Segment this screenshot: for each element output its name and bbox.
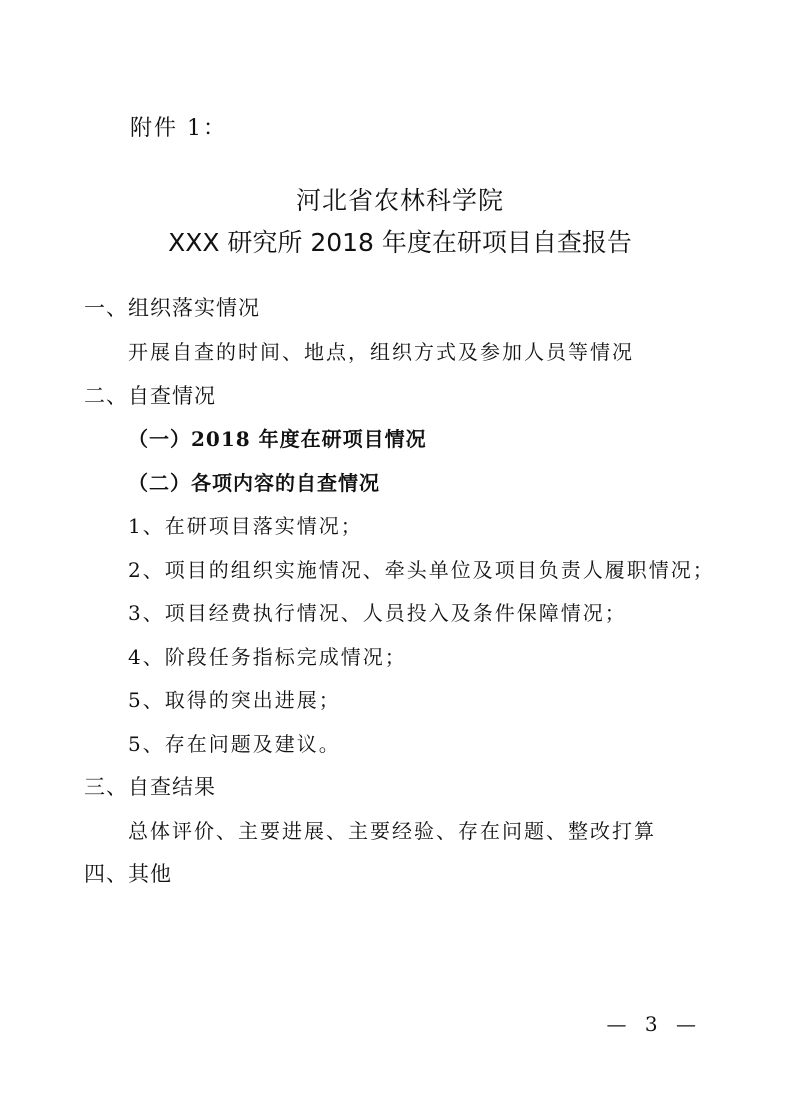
list-item: 5、存在问题及建议。 — [128, 732, 341, 756]
subsection-heading-1: （一）2018 年度在研项目情况 — [128, 427, 427, 451]
section-1-body: 开展自查的时间、地点，组织方式及参加人员等情况 — [128, 340, 634, 364]
document-title-line2: XXX 研究所 2018 年度在研项目自查报告 — [168, 228, 632, 257]
section-heading-4: 四、其他 — [84, 862, 172, 886]
list-item: 5、取得的突出进展； — [128, 688, 341, 712]
section-heading-2: 二、自查情况 — [84, 384, 216, 408]
section-heading-3: 三、自查结果 — [84, 775, 216, 799]
attachment-label: 附件 1： — [130, 116, 227, 141]
list-item: 3、项目经费执行情况、人员投入及条件保障情况； — [128, 601, 627, 625]
list-item: 4、阶段任务指标完成情况； — [128, 645, 407, 669]
page-number: — 3 — — [606, 1012, 702, 1036]
list-item: 2、项目的组织实施情况、牵头单位及项目负责人履职情况； — [128, 558, 715, 582]
document-title-line1: 河北省农林科学院 — [295, 186, 504, 215]
section-heading-1: 一、组织落实情况 — [84, 296, 260, 320]
section-3-body: 总体评价、主要进展、主要经验、存在问题、整改打算 — [128, 819, 656, 843]
subsection-heading-2: （二）各项内容的自查情况 — [128, 471, 380, 495]
list-item: 1、在研项目落实情况； — [128, 514, 363, 538]
